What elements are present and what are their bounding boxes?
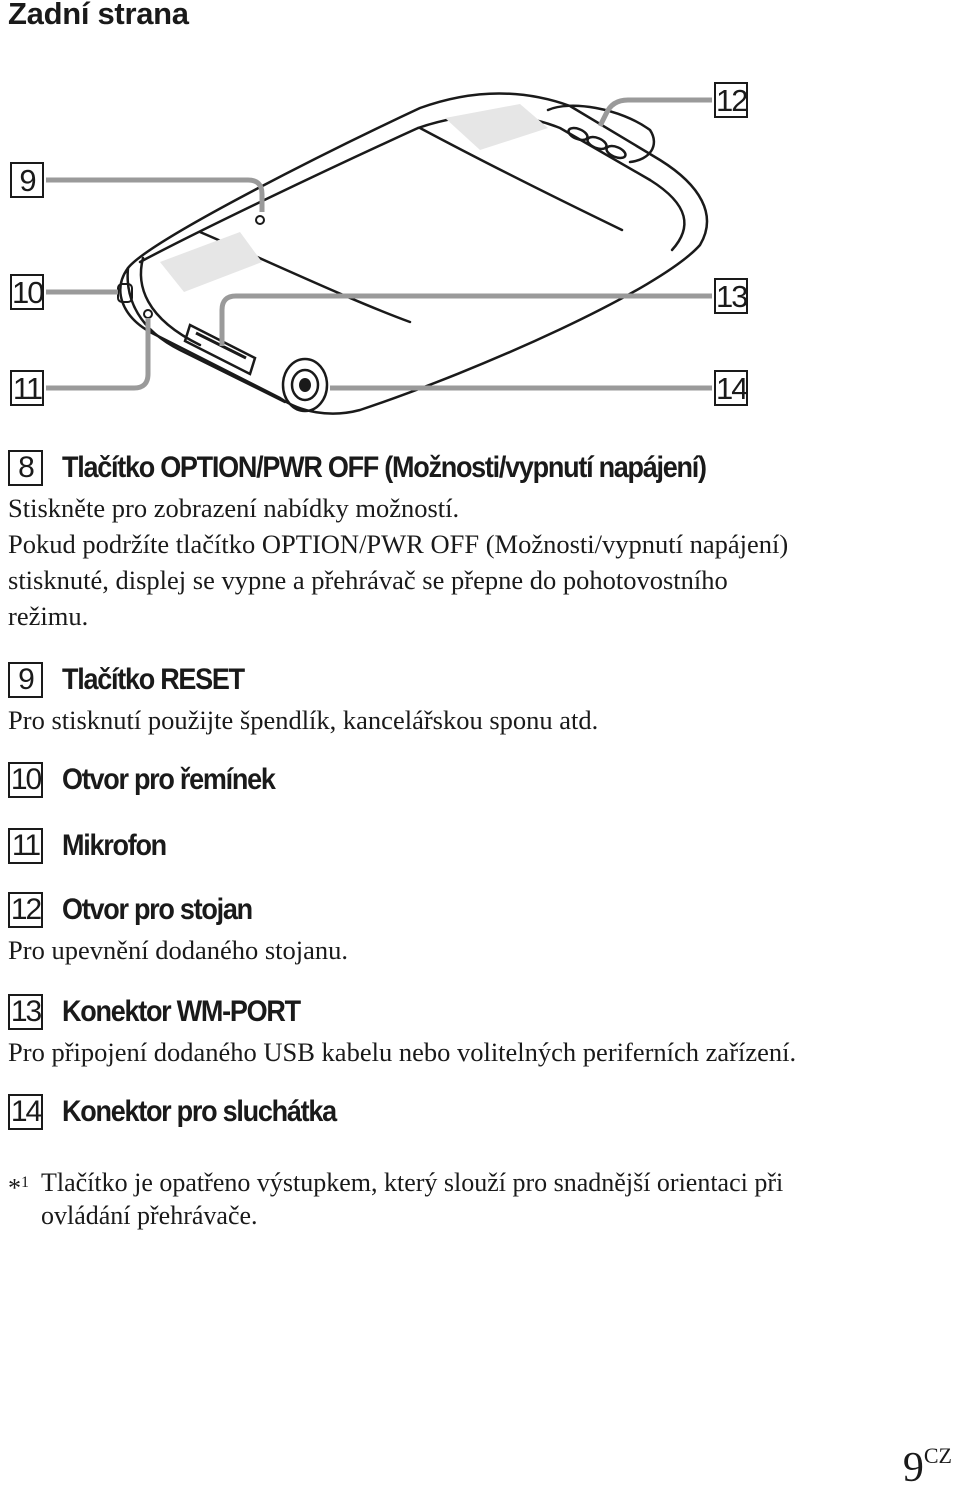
footnote-line: Tlačítko je opatřeno výstupkem, který slouží pro snadnější orientaci při: [41, 1168, 784, 1197]
callout-9: 9: [10, 162, 44, 198]
description-line: Pro stisknutí použijte špendlík, kancelářskou sponu atd.: [8, 705, 599, 735]
footnote-text: [41, 1166, 940, 1232]
callout-14: 14: [716, 371, 747, 406]
item-head: [8, 660, 950, 700]
item-head: [8, 826, 950, 866]
callout-13: 13: [716, 279, 747, 314]
item-head: [8, 448, 950, 488]
device-back-illustration: [0, 0, 960, 440]
item-description: [8, 1034, 950, 1070]
description-line: Pokud podržíte tlačítko OPTION/PWR OFF (Možnosti/vypnutí napájení): [8, 529, 789, 559]
item-number: 8: [8, 450, 43, 486]
item-title: Otvor pro řemínek: [62, 763, 275, 796]
item-number: 13: [8, 994, 43, 1030]
item-number: 14: [8, 1094, 43, 1130]
item-10: [8, 760, 950, 800]
description-line: režimu.: [8, 601, 89, 631]
item-11: [8, 826, 950, 866]
item-title: Tlačítko RESET: [62, 663, 244, 696]
item-title: Otvor pro stojan: [62, 893, 252, 926]
item-head: [8, 890, 950, 930]
footnote-line: ovládání přehrávače.: [41, 1201, 258, 1230]
callout-10: 10: [12, 275, 43, 310]
item-9: [8, 660, 950, 738]
item-14: [8, 1092, 950, 1132]
footnote-mark: *$^1$: [8, 1173, 29, 1203]
description-line: stisknuté, displej se vypne a přehrávač se přepne do pohotovostního: [8, 565, 728, 595]
item-13: [8, 992, 950, 1070]
footnote: [8, 1166, 940, 1232]
description-line: Pro upevnění dodaného stojanu.: [8, 935, 349, 965]
item-12: [8, 890, 950, 968]
page-number: $9^{CZ}$: [902, 1443, 952, 1491]
item-number: 9: [8, 662, 43, 698]
item-description: [8, 702, 950, 738]
item-title: Konektor pro sluchátka: [62, 1095, 336, 1128]
item-title: Mikrofon: [62, 829, 166, 862]
callout-12: 12: [716, 83, 747, 118]
item-number: 11: [8, 828, 43, 864]
item-head: [8, 992, 950, 1032]
section-heading: Zadní strana: [8, 0, 189, 31]
item-head: [8, 760, 950, 800]
item-head: [8, 1092, 950, 1132]
item-description: [8, 932, 950, 968]
item-title: Tlačítko OPTION/PWR OFF (Možnosti/vypnutí napájení): [62, 451, 706, 484]
item-number: 10: [8, 762, 43, 798]
description-line: Stiskněte pro zobrazení nabídky možností.: [8, 493, 460, 523]
description-line: Pro připojení dodaného USB kabelu nebo volitelných periferních zařízení.: [8, 1037, 797, 1067]
item-description: [8, 490, 950, 634]
item-title: Konektor WM-PORT: [62, 995, 300, 1028]
item-8: [8, 448, 950, 634]
callout-11: 11: [10, 370, 44, 406]
item-number: 12: [8, 892, 43, 928]
